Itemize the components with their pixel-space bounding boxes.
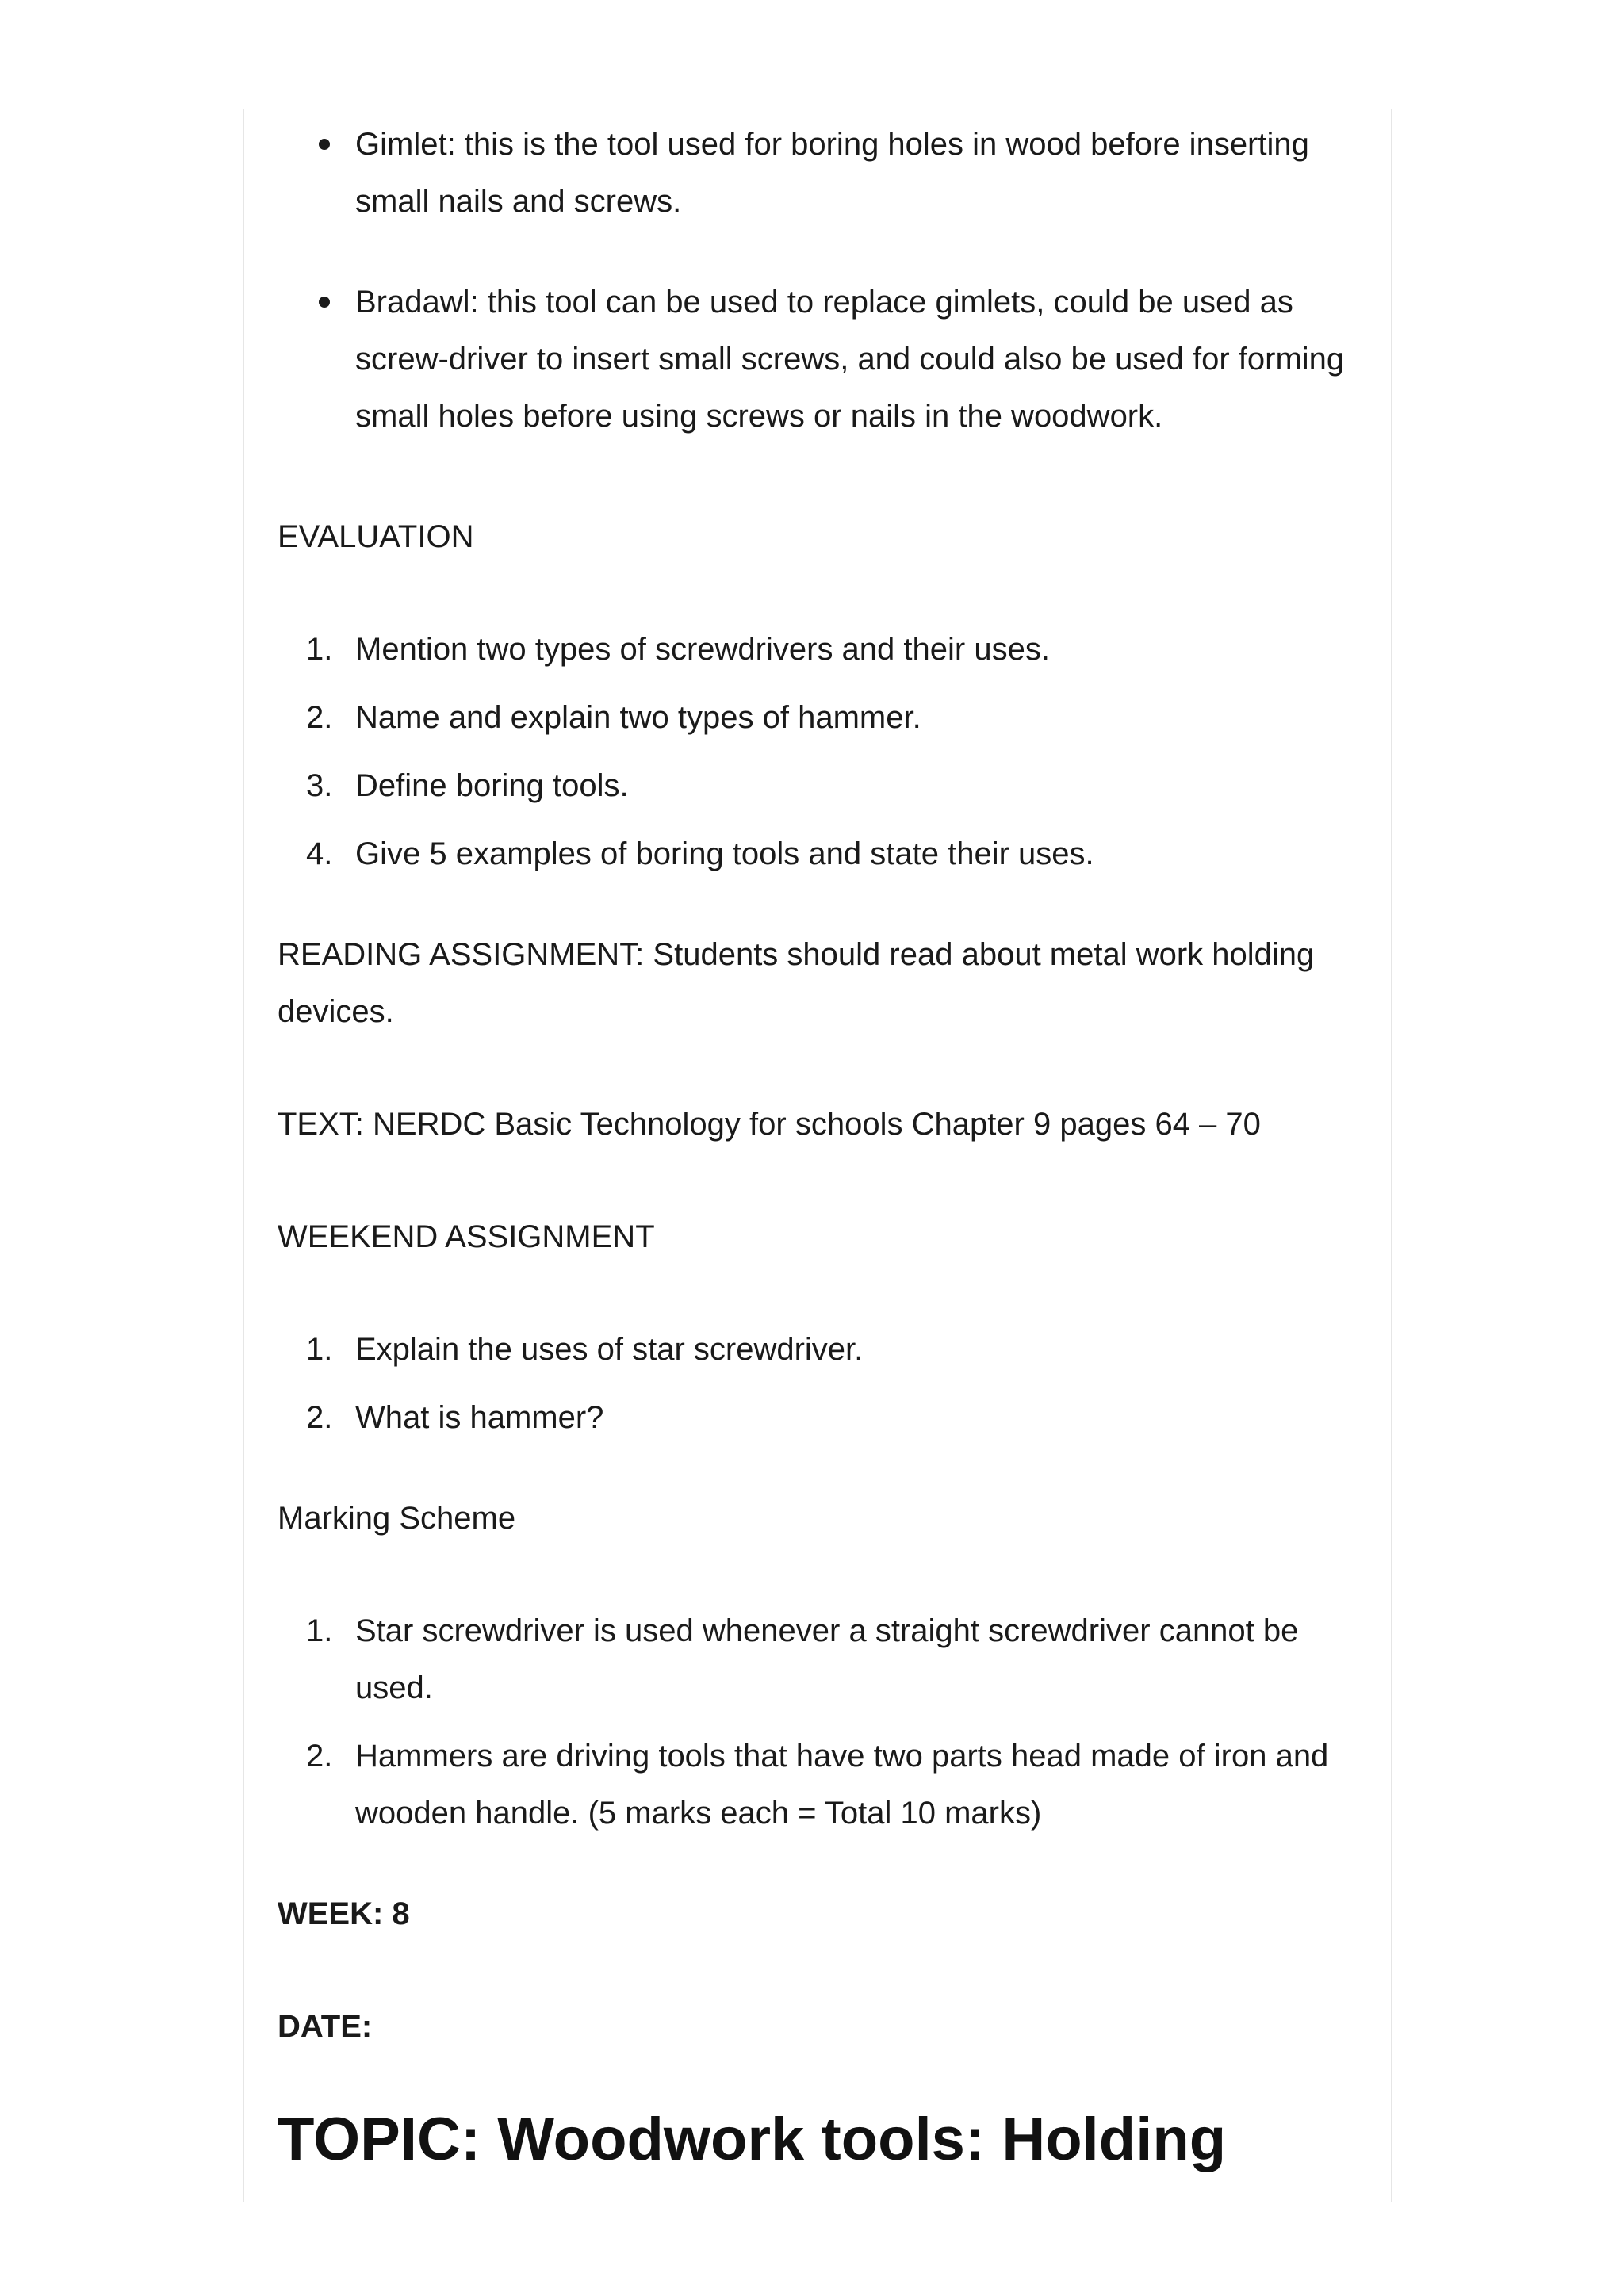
evaluation-list [278, 621, 1372, 882]
evaluation-heading: EVALUATION [278, 519, 474, 554]
marking-scheme-heading: Marking Scheme [278, 1501, 516, 1536]
list-item: Give 5 examples of boring tools and state their uses. [355, 836, 1094, 871]
topic-heading: TOPIC: Woodwork tools: Holding [278, 2106, 1227, 2173]
list-item: Mention two types of screwdrivers and their uses. [355, 632, 1050, 667]
marking-scheme-list [278, 1602, 1372, 1842]
list-item: Define boring tools. [355, 768, 629, 803]
week-label: WEEK: 8 [278, 1896, 410, 1931]
list-item: What is hammer? [355, 1400, 604, 1435]
document-content [278, 109, 1372, 2175]
list-item: Hammers are driving tools that have two parts head made of iron and wooden handle. (5 marks each = Total 10 marks) [355, 1739, 1329, 1831]
text-reference: TEXT: NERDC Basic Technology for schools Chapter 9 pages 64 – 70 [278, 1107, 1261, 1142]
tools-list [278, 116, 1372, 445]
list-item-bradawl: Bradawl: this tool can be used to replace gimlets, could be used as screw-driver to insert small screws, and could also be used for forming small holes before using screws or nails in the woodwork. [355, 274, 1372, 445]
list-item-gimlet: Gimlet: this is the tool used for boring holes in wood before inserting small nails and screws. [355, 116, 1372, 230]
list-item: Star screwdriver is used whenever a straight screwdriver cannot be used. [355, 1613, 1299, 1705]
weekend-assignment-list [278, 1321, 1372, 1446]
reading-assignment: READING ASSIGNMENT: Students should read about metal work holding devices. [278, 937, 1315, 1029]
date-label: DATE: [278, 2009, 373, 2044]
list-item: Name and explain two types of hammer. [355, 700, 921, 735]
weekend-assignment-heading: WEEKEND ASSIGNMENT [278, 1219, 655, 1254]
list-item: Explain the uses of star screwdriver. [355, 1332, 864, 1367]
